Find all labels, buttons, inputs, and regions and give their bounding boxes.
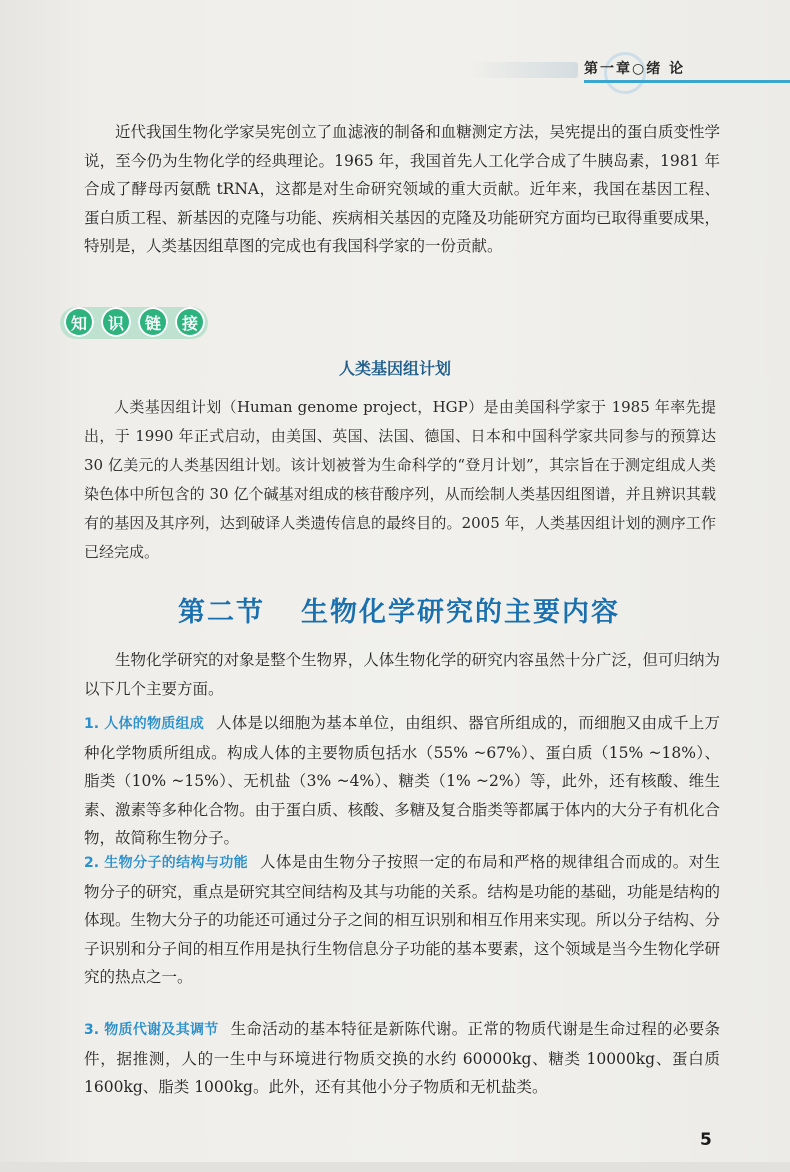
page-bottom-edge — [0, 1162, 790, 1172]
badge-char-1: 知 — [64, 307, 94, 337]
item-paragraph-2 — [84, 848, 720, 992]
item-heading-1: 1. 人体的物质组成 — [84, 716, 204, 732]
badge-char-3: 链 — [138, 307, 168, 337]
chapter-title: 第一章○绪 论 — [584, 61, 686, 77]
badge-char-2: 识 — [101, 307, 131, 337]
item-text-2: 人体是由生物分子按照一定的布局和严格的规律组合而成的。对生物分子的研究，重点是研究其空间结构及其与功能的关系。结构是功能的基础，功能是结构的体现。生物大分子的功能还可通过分子之间的相互识别和相互作用来实现。所以分子结构、分子识别和分子间的相互作用是执行生物信息分子功能的基本要素，这个领域是当今生物化学研究的热点之一。 — [84, 853, 720, 986]
section-intro: 生物化学研究的对象是整个生物界，人体生物化学的研究内容虽然十分广泛，但可归纳为以下几个主要方面。 — [84, 651, 720, 698]
header-rule — [584, 80, 790, 83]
badge-char-4: 接 — [175, 307, 205, 337]
item-text-1: 人体是以细胞为基本单位，由组织、器官所组成的，而细胞又由成千上万种化学物质所组成。构成人体的主要物质包括水（55% ~67%）、蛋白质（15% ~18%）、脂类（10% ~15%）、无机盐（3% ~4%）、糖类（1% ~2%）等，此外，还有核酸、维生素、激素等多种化合物。由于蛋白质、核酸、多糖及复合脂类等都属于体内的大分子有机化合物，故简称生物分子。 — [84, 714, 720, 847]
running-header — [540, 52, 790, 92]
page-number: 5 — [700, 1130, 712, 1150]
section-heading — [178, 590, 620, 629]
item-heading-2: 2. 生物分子的结构与功能 — [84, 855, 249, 871]
knowledge-link-title: 人类基因组计划 — [338, 359, 451, 378]
item-paragraph-1 — [84, 709, 720, 853]
knowledge-link-text: 人类基因组计划（Human genome project，HGP）是由美国科学家于 1985 年率先提出，于 1990 年正式启动，由美国、英国、法国、德国、日本和中国科学家共同参与的预算达 30 亿美元的人类基因组计划。该计划被誉为生命科学的“登月计划”，其宗旨在于测定组成人类染色体中所包含的 30 亿个碱基对组成的核苷酸序列，从而绘制人类基因组图谱，并且辨识其载有的基因及其序列，达到破译人类遗传信息的最终目的。2005 年，人类基因组计划的测序工作已经完成。 — [84, 398, 716, 561]
section-title-text: 生物化学研究的主要内容 — [301, 597, 620, 628]
item-heading-3: 3. 物质代谢及其调节 — [84, 1022, 219, 1038]
knowledge-link-badge — [60, 304, 208, 340]
intro-paragraph: 近代我国生物化学家吴宪创立了血滤液的制备和血糖测定方法，吴宪提出的蛋白质变性学说，至今仍为生物化学的经典理论。1965 年，我国首先人工化学合成了牛胰岛素，1981 年合成了酵母丙氨酰 tRNA，这都是对生命研究领域的重大贡献。近年来，我国在基因工程、蛋白质工程、新基因的克隆与功能、疾病相关基因的克隆及功能研究方面均已取得重要成果，特别是，人类基因组草图的完成也有我国科学家的一份贡献。 — [84, 123, 720, 255]
item-text-3: 生命活动的基本特征是新陈代谢。正常的物质代谢是生命过程的必要条件，据推测，人的一生中与环境进行物质交换的水约 60000kg、糖类 10000kg、蛋白质 1600kg、脂类 1000kg。此外，还有其他小分子物质和无机盐类。 — [84, 1020, 720, 1096]
item-paragraph-3 — [84, 1015, 720, 1102]
section-number: 第二节 — [178, 597, 265, 628]
